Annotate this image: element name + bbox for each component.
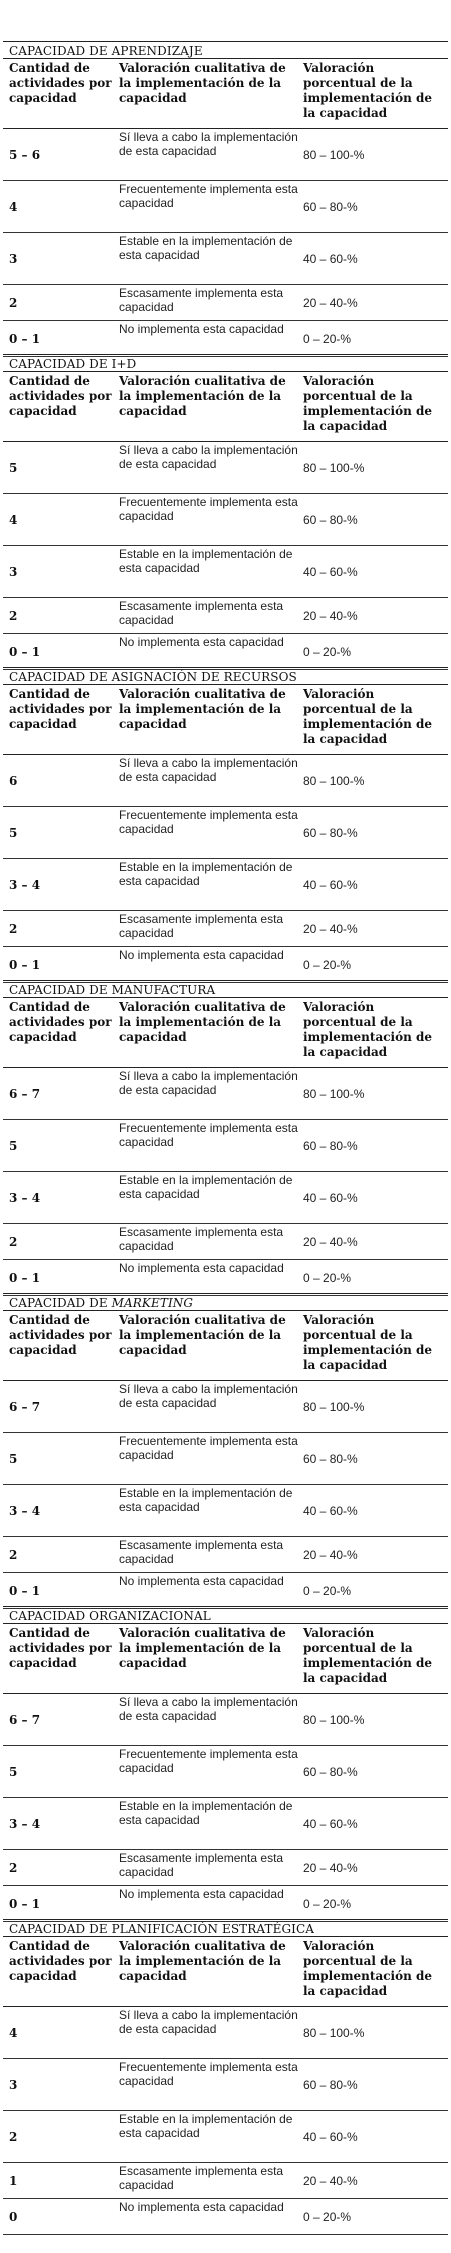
activity-count: 2: [9, 1547, 18, 1562]
header-percent: Valoración porcentual de la implementación de la capacidad: [303, 687, 433, 746]
table-body: [3, 129, 448, 357]
table-header-row: [3, 685, 448, 755]
qualitative-value: Escasamente implementa esta capacidad: [119, 912, 284, 940]
header-percent: Valoración porcentual de la implementación de la capacidad: [303, 1626, 433, 1685]
capacity-tables: [3, 41, 448, 2232]
qualitative-value: Sí lleva a cabo la implementación de esta capacidad: [119, 130, 298, 158]
section-title: [3, 354, 448, 372]
qualitative-value: Frecuentemente implementa esta capacidad: [119, 495, 298, 523]
table-row: [3, 859, 448, 911]
qualitative-value: No implementa esta capacidad: [119, 322, 284, 336]
section-title-text: CAPACIDAD DE PLANIFICACIÓN ESTRATÉGICA: [9, 1922, 315, 1936]
activity-count: 3: [9, 251, 18, 266]
table-header-row: [3, 1937, 448, 2007]
header-qualitative: Valoración cualitativa de la implementación de la capacidad: [119, 374, 286, 418]
qualitative-value: Frecuentemente implementa esta capacidad: [119, 808, 298, 836]
table-row: [3, 1433, 448, 1485]
qualitative-value: Estable en la implementación de esta capacidad: [119, 1486, 293, 1514]
qualitative-value: Frecuentemente implementa esta capacidad: [119, 2060, 298, 2088]
percent-value: 40 – 60-%: [303, 564, 358, 579]
qualitative-value: Sí lleva a cabo la implementación de esta capacidad: [119, 1695, 298, 1723]
qualitative-value: Escasamente implementa esta capacidad: [119, 2164, 284, 2192]
activity-count: 2: [9, 1860, 18, 1875]
section-title: [3, 1919, 448, 1937]
section-title: [3, 41, 448, 59]
percent-value: 40 – 60-%: [303, 251, 358, 266]
percent-value: 60 – 80-%: [303, 825, 358, 840]
qualitative-value: Sí lleva a cabo la implementación de esta capacidad: [119, 2008, 298, 2036]
qualitative-value: Frecuentemente implementa esta capacidad: [119, 1747, 298, 1775]
percent-value: 0 – 20-%: [303, 644, 352, 659]
table-header-row: [3, 1624, 448, 1694]
section-title-text: CAPACIDAD DE APRENDIZAJE: [9, 44, 203, 58]
section-title: [3, 980, 448, 998]
activity-count: 6 – 7: [9, 1086, 41, 1101]
table-row: [3, 129, 448, 181]
table-row: [3, 1381, 448, 1433]
percent-value: 80 – 100-%: [303, 2025, 365, 2040]
table-row: [3, 2007, 448, 2059]
header-qualitative: Valoración cualitativa de la implementación de la capacidad: [119, 1313, 286, 1357]
activity-count: 6 – 7: [9, 1399, 41, 1414]
percent-value: 40 – 60-%: [303, 2129, 358, 2144]
qualitative-value: Escasamente implementa esta capacidad: [119, 286, 284, 314]
qualitative-value: Estable en la implementación de esta capacidad: [119, 1173, 293, 1201]
qualitative-value: Escasamente implementa esta capacidad: [119, 1538, 284, 1566]
qualitative-value: No implementa esta capacidad: [119, 1261, 284, 1275]
header-qualitative: Valoración cualitativa de la implementación de la capacidad: [119, 1000, 286, 1044]
percent-value: 0 – 20-%: [303, 331, 352, 346]
table-header-row: [3, 59, 448, 129]
table-body: [3, 1381, 448, 1609]
activity-count: 2: [9, 608, 18, 623]
table-row: [3, 285, 448, 321]
qualitative-value: No implementa esta capacidad: [119, 635, 284, 649]
section-title-text: CAPACIDAD DE I+D: [9, 357, 137, 371]
section-title-text: CAPACIDAD DE ASIGNACIÓN DE RECURSOS: [9, 670, 297, 684]
activity-count: 3 – 4: [9, 877, 41, 892]
section-title-text: CAPACIDAD DE: [9, 1296, 112, 1310]
table-body: [3, 1068, 448, 1296]
activity-count: 0 – 1: [9, 957, 41, 972]
percent-value: 80 – 100-%: [303, 1712, 365, 1727]
table-row: [3, 2059, 448, 2111]
percent-value: 60 – 80-%: [303, 1451, 358, 1466]
qualitative-value: Frecuentemente implementa esta capacidad: [119, 1121, 298, 1149]
qualitative-value: Frecuentemente implementa esta capacidad: [119, 1434, 298, 1462]
table-row: [3, 1172, 448, 1224]
percent-value: 0 – 20-%: [303, 2209, 352, 2224]
activity-count: 0 – 1: [9, 1583, 41, 1598]
table-row: [3, 181, 448, 233]
section-title-emphasis: MARKETING: [111, 1296, 194, 1310]
table-row: [3, 2111, 448, 2163]
section-title: [3, 1293, 448, 1311]
activity-count: 5: [9, 1138, 18, 1153]
table-row: [3, 1485, 448, 1537]
percent-value: 80 – 100-%: [303, 773, 365, 788]
percent-value: 40 – 60-%: [303, 1816, 358, 1831]
table-row: [3, 1798, 448, 1850]
table-row: [3, 233, 448, 285]
section-title: [3, 667, 448, 685]
table-body: [3, 1694, 448, 1922]
percent-value: 60 – 80-%: [303, 199, 358, 214]
percent-value: 20 – 40-%: [303, 2173, 358, 2188]
qualitative-value: Escasamente implementa esta capacidad: [119, 1225, 284, 1253]
table-row: [3, 1694, 448, 1746]
table-body: [3, 755, 448, 983]
header-percent: Valoración porcentual de la implementación de la capacidad: [303, 1313, 433, 1372]
qualitative-value: Escasamente implementa esta capacidad: [119, 599, 284, 627]
percent-value: 80 – 100-%: [303, 147, 365, 162]
header-qualitative: Valoración cualitativa de la implementación de la capacidad: [119, 1626, 286, 1670]
table-body: [3, 442, 448, 670]
activity-count: 5: [9, 1764, 18, 1779]
qualitative-value: Sí lleva a cabo la implementación de esta capacidad: [119, 756, 298, 784]
header-count: Cantidad de actividades por capacidad: [9, 374, 112, 418]
table-row: [3, 634, 448, 670]
table-row: [3, 2163, 448, 2199]
percent-value: 20 – 40-%: [303, 1234, 358, 1249]
percent-value: 20 – 40-%: [303, 608, 358, 623]
activity-count: 1: [9, 2173, 18, 2188]
percent-value: 60 – 80-%: [303, 2077, 358, 2092]
percent-value: 20 – 40-%: [303, 921, 358, 936]
table-row: [3, 494, 448, 546]
table-header-row: [3, 1311, 448, 1381]
qualitative-value: Estable en la implementación de esta capacidad: [119, 1799, 293, 1827]
table-row: [3, 1573, 448, 1609]
header-count: Cantidad de actividades por capacidad: [9, 61, 112, 105]
percent-value: 0 – 20-%: [303, 1270, 352, 1285]
capacity-section: [3, 41, 448, 354]
table-body: [3, 2007, 448, 2235]
header-qualitative: Valoración cualitativa de la implementación de la capacidad: [119, 687, 286, 731]
table-header-row: [3, 998, 448, 1068]
table-header-row: [3, 372, 448, 442]
qualitative-value: No implementa esta capacidad: [119, 1574, 284, 1588]
percent-value: 0 – 20-%: [303, 1896, 352, 1911]
activity-count: 6: [9, 773, 18, 788]
activity-count: 3 – 4: [9, 1503, 41, 1518]
capacity-section: [3, 1293, 448, 1606]
activity-count: 6 – 7: [9, 1712, 41, 1727]
percent-value: 20 – 40-%: [303, 1860, 358, 1875]
header-percent: Valoración porcentual de la implementación de la capacidad: [303, 61, 433, 120]
table-row: [3, 1537, 448, 1573]
percent-value: 40 – 60-%: [303, 1190, 358, 1205]
percent-value: 60 – 80-%: [303, 512, 358, 527]
qualitative-value: No implementa esta capacidad: [119, 948, 284, 962]
activity-count: 5: [9, 460, 18, 475]
section-title-text: CAPACIDAD ORGANIZACIONAL: [9, 1609, 211, 1623]
table-row: [3, 947, 448, 983]
activity-count: 0: [9, 2209, 18, 2224]
qualitative-value: No implementa esta capacidad: [119, 2200, 284, 2214]
capacity-section: [3, 1606, 448, 1919]
percent-value: 60 – 80-%: [303, 1764, 358, 1779]
table-row: [3, 1746, 448, 1798]
table-row: [3, 911, 448, 947]
percent-value: 20 – 40-%: [303, 1547, 358, 1562]
percent-value: 0 – 20-%: [303, 957, 352, 972]
qualitative-value: Sí lleva a cabo la implementación de esta capacidad: [119, 1069, 298, 1097]
table-row: [3, 807, 448, 859]
capacity-section: [3, 980, 448, 1293]
percent-value: 80 – 100-%: [303, 1399, 365, 1414]
qualitative-value: Frecuentemente implementa esta capacidad: [119, 182, 298, 210]
qualitative-value: Estable en la implementación de esta capacidad: [119, 2112, 293, 2140]
qualitative-value: Sí lleva a cabo la implementación de esta capacidad: [119, 1382, 298, 1410]
table-row: [3, 2199, 448, 2235]
capacity-section: [3, 667, 448, 980]
percent-value: 60 – 80-%: [303, 1138, 358, 1153]
activity-count: 0 – 1: [9, 1896, 41, 1911]
qualitative-value: Escasamente implementa esta capacidad: [119, 1851, 284, 1879]
table-row: [3, 442, 448, 494]
table-row: [3, 1850, 448, 1886]
header-count: Cantidad de actividades por capacidad: [9, 687, 112, 731]
activity-count: 0 – 1: [9, 331, 41, 346]
activity-count: 2: [9, 921, 18, 936]
header-percent: Valoración porcentual de la implementación de la capacidad: [303, 1939, 433, 1998]
activity-count: 0 – 1: [9, 1270, 41, 1285]
header-percent: Valoración porcentual de la implementación de la capacidad: [303, 1000, 433, 1059]
activity-count: 5: [9, 825, 18, 840]
table-row: [3, 546, 448, 598]
capacity-section: [3, 1919, 448, 2232]
activity-count: 3: [9, 2077, 18, 2092]
activity-count: 4: [9, 2025, 18, 2040]
activity-count: 4: [9, 512, 18, 527]
percent-value: 40 – 60-%: [303, 877, 358, 892]
activity-count: 4: [9, 199, 18, 214]
activity-count: 3 – 4: [9, 1816, 41, 1831]
activity-count: 0 – 1: [9, 644, 41, 659]
header-count: Cantidad de actividades por capacidad: [9, 1939, 112, 1983]
activity-count: 2: [9, 295, 18, 310]
activity-count: 2: [9, 2129, 18, 2144]
table-row: [3, 1260, 448, 1296]
table-row: [3, 321, 448, 357]
table-row: [3, 1120, 448, 1172]
qualitative-value: No implementa esta capacidad: [119, 1887, 284, 1901]
activity-count: 5 – 6: [9, 147, 41, 162]
qualitative-value: Sí lleva a cabo la implementación de esta capacidad: [119, 443, 298, 471]
qualitative-value: Estable en la implementación de esta capacidad: [119, 860, 293, 888]
percent-value: 80 – 100-%: [303, 1086, 365, 1101]
header-qualitative: Valoración cualitativa de la implementación de la capacidad: [119, 1939, 286, 1983]
section-title-text: CAPACIDAD DE MANUFACTURA: [9, 983, 216, 997]
percent-value: 0 – 20-%: [303, 1583, 352, 1598]
table-row: [3, 1068, 448, 1120]
header-percent: Valoración porcentual de la implementación de la capacidad: [303, 374, 433, 433]
percent-value: 20 – 40-%: [303, 295, 358, 310]
capacity-section: [3, 354, 448, 667]
header-qualitative: Valoración cualitativa de la implementación de la capacidad: [119, 61, 286, 105]
activity-count: 2: [9, 1234, 18, 1249]
percent-value: 40 – 60-%: [303, 1503, 358, 1518]
section-title: [3, 1606, 448, 1624]
header-count: Cantidad de actividades por capacidad: [9, 1000, 112, 1044]
activity-count: 3 – 4: [9, 1190, 41, 1205]
activity-count: 5: [9, 1451, 18, 1466]
qualitative-value: Estable en la implementación de esta capacidad: [119, 547, 293, 575]
table-row: [3, 1886, 448, 1922]
qualitative-value: Estable en la implementación de esta capacidad: [119, 234, 293, 262]
table-row: [3, 598, 448, 634]
table-row: [3, 755, 448, 807]
activity-count: 3: [9, 564, 18, 579]
percent-value: 80 – 100-%: [303, 460, 365, 475]
table-row: [3, 1224, 448, 1260]
header-count: Cantidad de actividades por capacidad: [9, 1626, 112, 1670]
header-count: Cantidad de actividades por capacidad: [9, 1313, 112, 1357]
